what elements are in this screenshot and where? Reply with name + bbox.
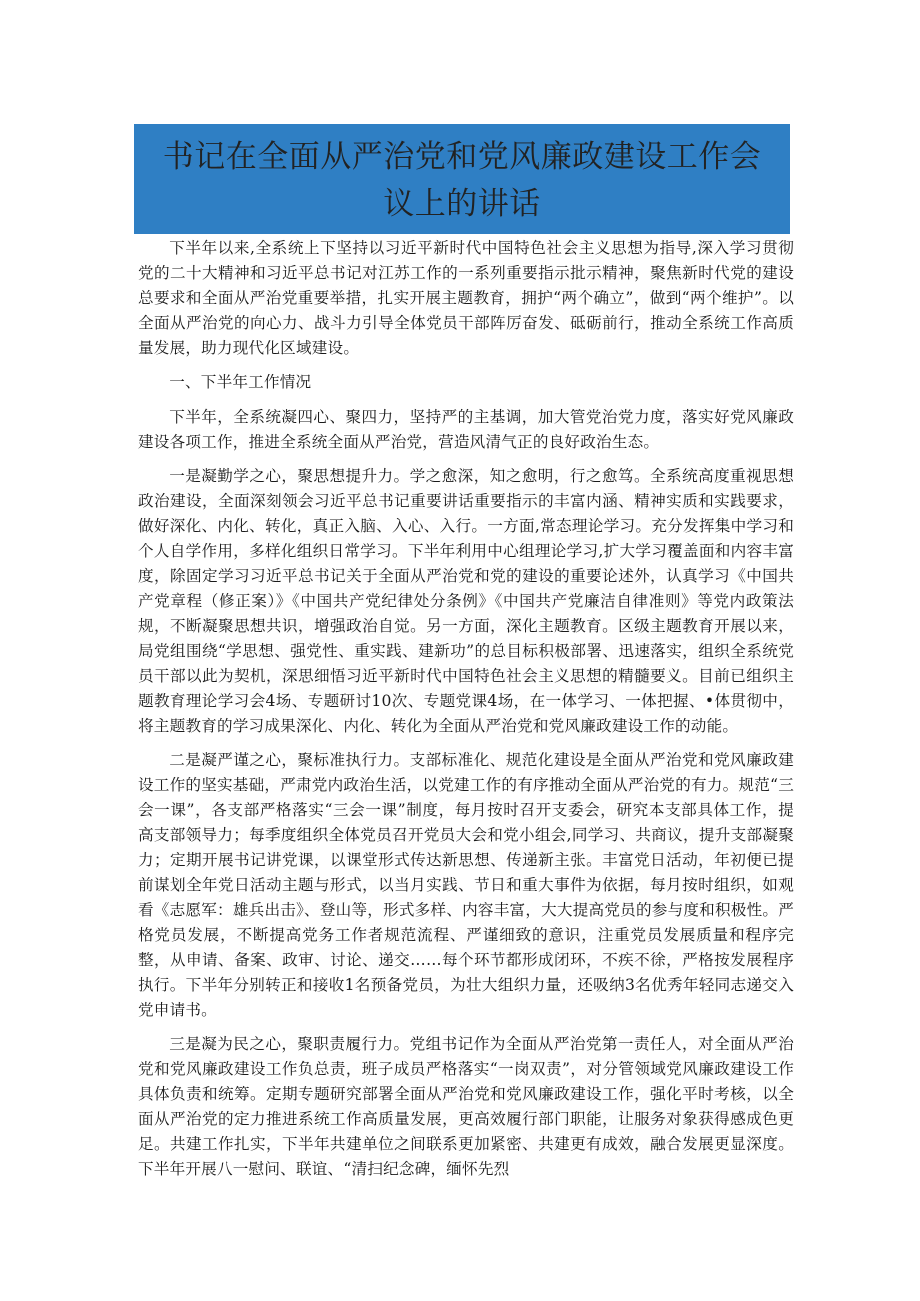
point-three-paragraph: 三是凝为民之心，聚职责履行力。党组书记作为全面从严治党第一责任人，对全面从严治党和党风廉政建设工作负总责，班子成员严格落实“一岗双责”，对分管领域党风廉政建设工作具体负责和统筹。定期专题研究部署全面从严治党和党风廉政建设工作，强化平时考核，以全面从严治党的定力推进系统工作高质量发展，更高效履行部门职能，让服务对象获得感成色更足。共建工作扎实，下半年共建单位之间联系更加紧密、共建更有成效，融合发展更显深度。下半年开展八一慰问、联谊、“清扫纪念碑，缅怀先烈 — [138, 1035, 794, 1178]
document-title: 书记在全面从严治党和党风廉政建设工作会议上的讲话 — [162, 139, 762, 222]
point-two-paragraph: 二是凝严谨之心，聚标准执行力。支部标准化、规范化建设是全面从严治党和党风廉政建设工作的坚实基础，严肃党内政治生活，以党建工作的有序推动全面从严治党的有力。规范“三会一课”，各支部严格落实“三会一课”制度，每月按时召开支委会，研究本支部具体工作，提高支部领导力；每季度组织全体党员召开党员大会和党小组会,同学习、共商议，提升支部凝聚力；定期开展书记讲党课，以课堂形式传达新思想、传递新主张。丰富党日活动，年初便已提前谋划全年党日活动主题与形式，以当月实践、节日和重大事件为依据，每月按时组织，如观看《志愿军：雄兵出击》、登山等，形式多样、内容丰富，大大提高党员的参与度和积极性。严格党员发展，不断提高党务工作者规范流程、严谨细致的意识，注重党员发展质量和程序完整，从申请、备案、政审、讨论、递交……每个环节都形成闭环，不疾不徐，严格按发展程序执行。下半年分别转正和接收1名预备党员，为壮大组织力量，还吸纳3名优秀年轻同志递交入党申请书。 — [138, 751, 794, 1019]
intro-paragraph: 下半年以来,全系统上下坚持以习近平新时代中国特色社会主义思想为指导,深入学习贯彻党的二十大精神和习近平总书记对江苏工作的一系列重要指示批示精神，聚焦新时代党的建设总要求和全面从严治党重要举措，扎实开展主题教育，拥护“两个确立”，做到“两个维护”。以全面从严治党的向心力、战斗力引导全体党员干部阵厉奋发、砥砺前行，推动全系统工作高质量发展，助力现代化区域建设。 — [138, 239, 794, 357]
point-one-paragraph: 一是凝勤学之心，聚思想提升力。学之愈深，知之愈明，行之愈笃。全系统高度重视思想政治建设，全面深刻领会习近平总书记重要讲话重要指示的丰富内涵、精神实质和实践要求，做好深化、内化、转化，真正入脑、入心、入行。一方面,常态理论学习。充分发挥集中学习和个人自学作用，多样化组织日常学习。下半年利用中心组理论学习,扩大学习覆盖面和内容丰富度，除固定学习习近平总书记关于全面从严治党和党的建设的重要论述外，认真学习《中国共产党章程（修正案）》《中国共产党纪律处分条例》《中国共产党廉洁自律准则》等党内政策法规，不断凝聚思想共识，增强政治自觉。另一方面，深化主题教育。区级主题教育开展以来，局党组围绕“学思想、强党性、重实践、建新功”的总目标积极部署、迅速落实，组织全系统党员干部以此为契机，深思细悟习近平新时代中国特色社会主义思想的精髓要义。目前已组织主题教育理论学习会4场、专题研讨10次、专题党课4场，在一体学习、一体把握、•体贯彻中，将主题教育的学习成果深化、内化、转化为全面从严治党和党风廉政建设工作的动能。 — [138, 467, 794, 735]
title-banner — [134, 124, 790, 234]
document-body — [138, 236, 794, 1191]
section-heading: 一、下半年工作情况 — [169, 373, 312, 391]
overview-paragraph: 下半年，全系统凝四心、聚四力，坚持严的主基调，加大管党治党力度，落实好党风廉政建设各项工作，推进全系统全面从严治党，营造风清气正的良好政治生态。 — [138, 408, 794, 451]
